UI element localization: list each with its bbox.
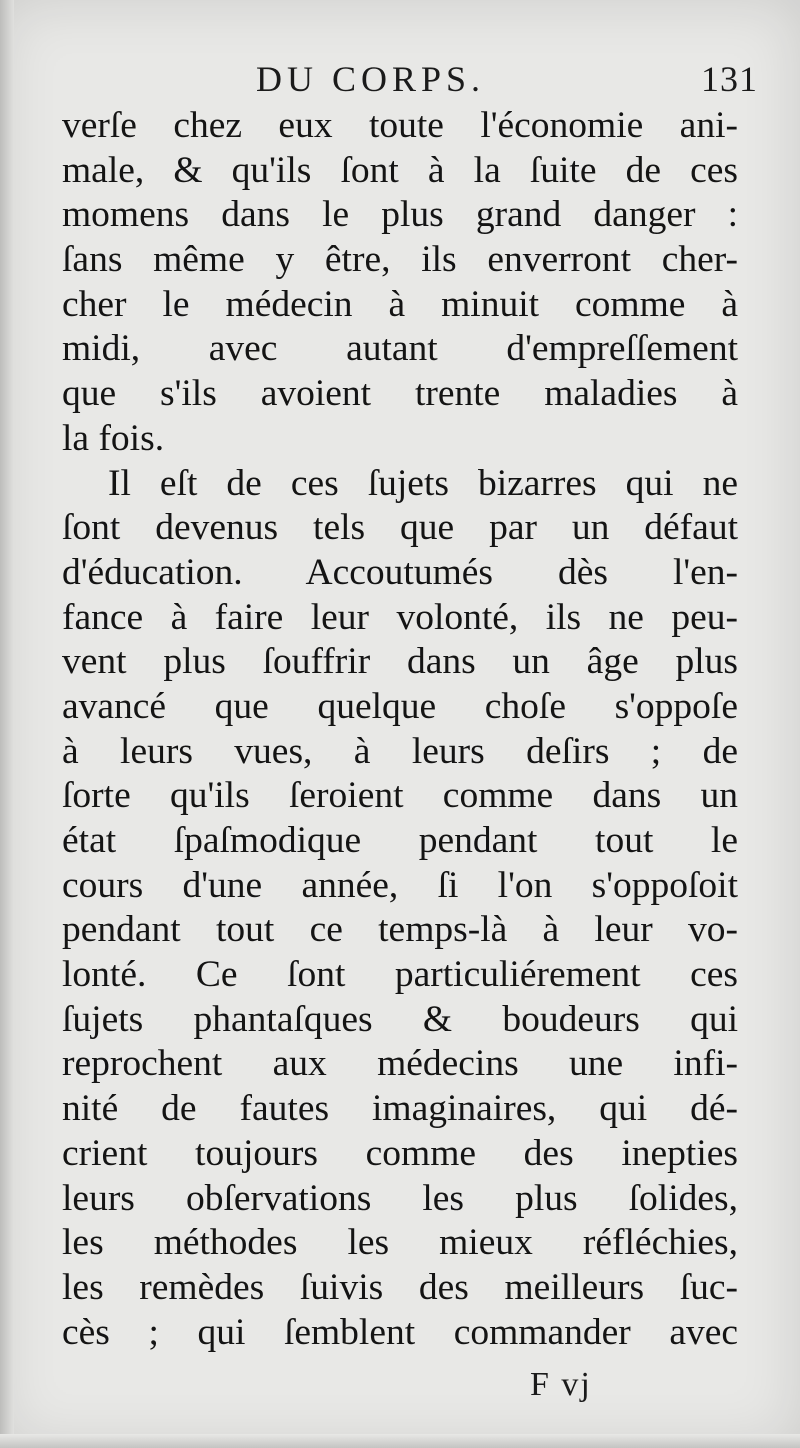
text-line: ſujets phantaſques & boudeurs qui <box>62 998 738 1040</box>
text-line: ſorte qu'ils ſeroient comme dans un <box>62 775 738 817</box>
text-line: fance à faire leur volonté, ils ne peu- <box>62 596 738 638</box>
text-line: avancé que quelque choſe s'oppoſe <box>62 685 738 727</box>
text-line: cher le médecin à minuit comme à <box>62 283 738 325</box>
page-header <box>60 58 760 108</box>
body-text <box>62 104 738 1355</box>
text-line: que s'ils avoient trente maladies à <box>62 373 738 415</box>
running-head: DU CORPS. <box>256 59 486 99</box>
text-line: les remèdes ſuivis des meilleurs ſuc- <box>62 1266 738 1308</box>
text-line: male, & qu'ils ſont à la ſuite de ces <box>62 149 738 191</box>
text-line: pendant tout ce temps-là à leur vo- <box>62 909 738 951</box>
text-line: Il eſt de ces ſujets bizarres qui ne <box>108 462 738 504</box>
text-line: ſans même y être, ils enverront cher- <box>62 239 738 281</box>
text-line: reprochent aux médecins une infi- <box>62 1043 738 1085</box>
text-line: cès ; qui ſemblent commander avec <box>62 1311 738 1353</box>
text-line: leurs obſervations les plus ſolides, <box>62 1177 738 1219</box>
text-line: d'éducation. Accoutumés dès l'en- <box>62 551 738 593</box>
text-line: vent plus ſouffrir dans un âge plus <box>62 641 738 683</box>
page-bottom-edge <box>0 1434 800 1448</box>
text-line: la fois. <box>62 417 165 459</box>
signature-mark: F vj <box>530 1366 592 1403</box>
text-line: ſont devenus tels que par un défaut <box>62 507 738 549</box>
page-number: 131 <box>701 59 758 99</box>
text-line: nité de fautes imaginaires, qui dé- <box>62 1088 738 1130</box>
text-line: midi, avec autant d'empreſſement <box>62 328 738 370</box>
text-line: momens dans le plus grand danger : <box>62 194 738 236</box>
text-line: crient toujours comme des inepties <box>62 1132 738 1174</box>
text-line: cours d'une année, ſi l'on s'oppoſoit <box>62 864 738 906</box>
page-gutter-shadow <box>0 0 14 1448</box>
text-line: état ſpaſmodique pendant tout le <box>62 820 738 861</box>
text-line: lonté. Ce ſont particuliérement ces <box>62 954 738 996</box>
text-line: les méthodes les mieux réfléchies, <box>62 1222 738 1264</box>
text-line: verſe chez eux toute l'économie ani- <box>62 105 738 146</box>
text-line: à leurs vues, à leurs deſirs ; de <box>62 730 738 772</box>
